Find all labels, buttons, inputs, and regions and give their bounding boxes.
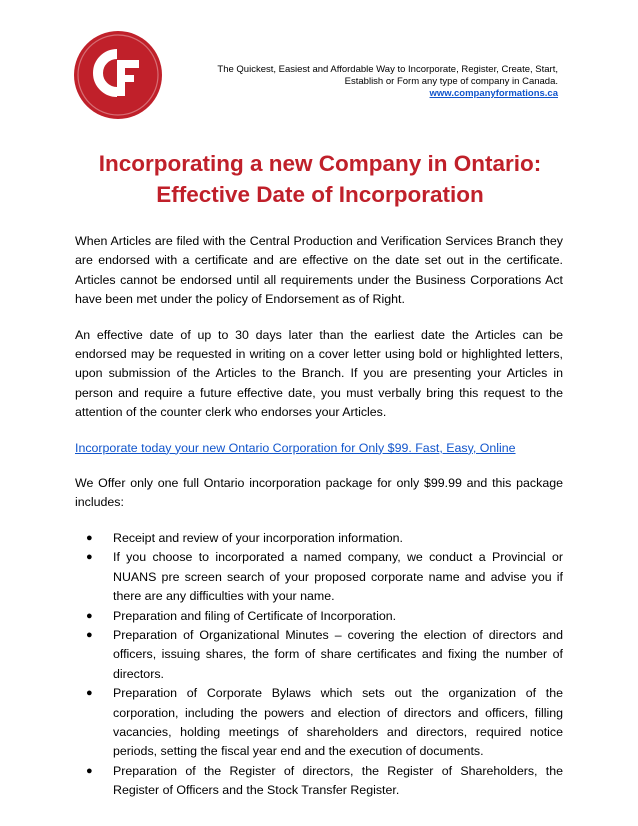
paragraph-endorsement: When Articles are filed with the Central Production and Verification Services Branch they are endorsed with a certificate and are effective on the date set out in the certificate. Articles cannot be endorsed until all requirements under the Business Corporations Act have been met under the policy of Endorsement as of Right. [75,234,563,307]
list-item [75,529,563,548]
list-item-text: If you choose to incorporated a named company, we conduct a Provincial or NUANS pre screen search of your proposed corporate name and advise you if there are any difficulties with your name. [113,550,563,604]
promo-paragraph [75,439,563,458]
list-item [75,607,563,626]
list-item [75,626,563,684]
promo-link[interactable]: Incorporate today your new Ontario Corporation for Only $99. Fast, Easy, Online [75,440,516,455]
title-line-1: Incorporating a new Company in Ontario: [98,151,542,176]
website-link[interactable]: www.companyformations.ca [429,88,558,99]
list-item-text: Preparation of the Register of directors, the Register of Shareholders, the Register of Officers and the Stock Transfer Register. [113,763,563,798]
page-title [60,148,580,210]
tagline-line-1: The Quickest, Easiest and Affordable Way to Incorporate, Register, Create, Start, [217,64,558,75]
list-item-text: Preparation and filing of Certificate of Incorporation. [113,608,397,623]
bullet-icon: ● [86,628,93,641]
list-item [75,684,563,762]
bullet-icon: ● [86,609,93,622]
list-item [75,548,563,606]
cf-logo-icon [73,30,163,120]
header-tagline [188,64,558,100]
tagline-line-2: Establish or Form any type of company in Canada. [344,76,558,87]
list-item [75,762,563,801]
package-intro: We Offer only one full Ontario incorporation package for only $99.99 and this package includes: [75,476,563,510]
company-logo [73,30,163,120]
document-body [75,232,563,801]
package-list [75,529,563,801]
list-item-text: Preparation of Organizational Minutes – covering the election of directors and officers, issuing shares, the form of share certificates and fixing the number of directors. [113,627,563,681]
bullet-icon: ● [86,764,93,777]
list-item-text: Receipt and review of your incorporation information. [113,530,403,545]
bullet-icon: ● [86,687,93,700]
paragraph-effective-date: An effective date of up to 30 days later than the earliest date the Articles can be endorsed may be requested in writing on a cover letter using bold or highlighted letters, upon submission of the Articles to the Branch. If you are presenting your Articles in person and require a future effective date, you must verbally bring this request to the attention of the counter clerk who endorses your Articles. [75,327,563,420]
list-item-text: Preparation of Corporate Bylaws which sets out the organization of the corporation, including the powers and election of directors and officers, filling vacancies, holding meetings of shareholders and directors, required notice periods, setting the fiscal year end and the execution of documents. [113,686,563,759]
bullet-icon: ● [86,551,93,564]
title-line-2: Effective Date of Incorporation [156,182,484,207]
bullet-icon: ● [86,531,93,544]
